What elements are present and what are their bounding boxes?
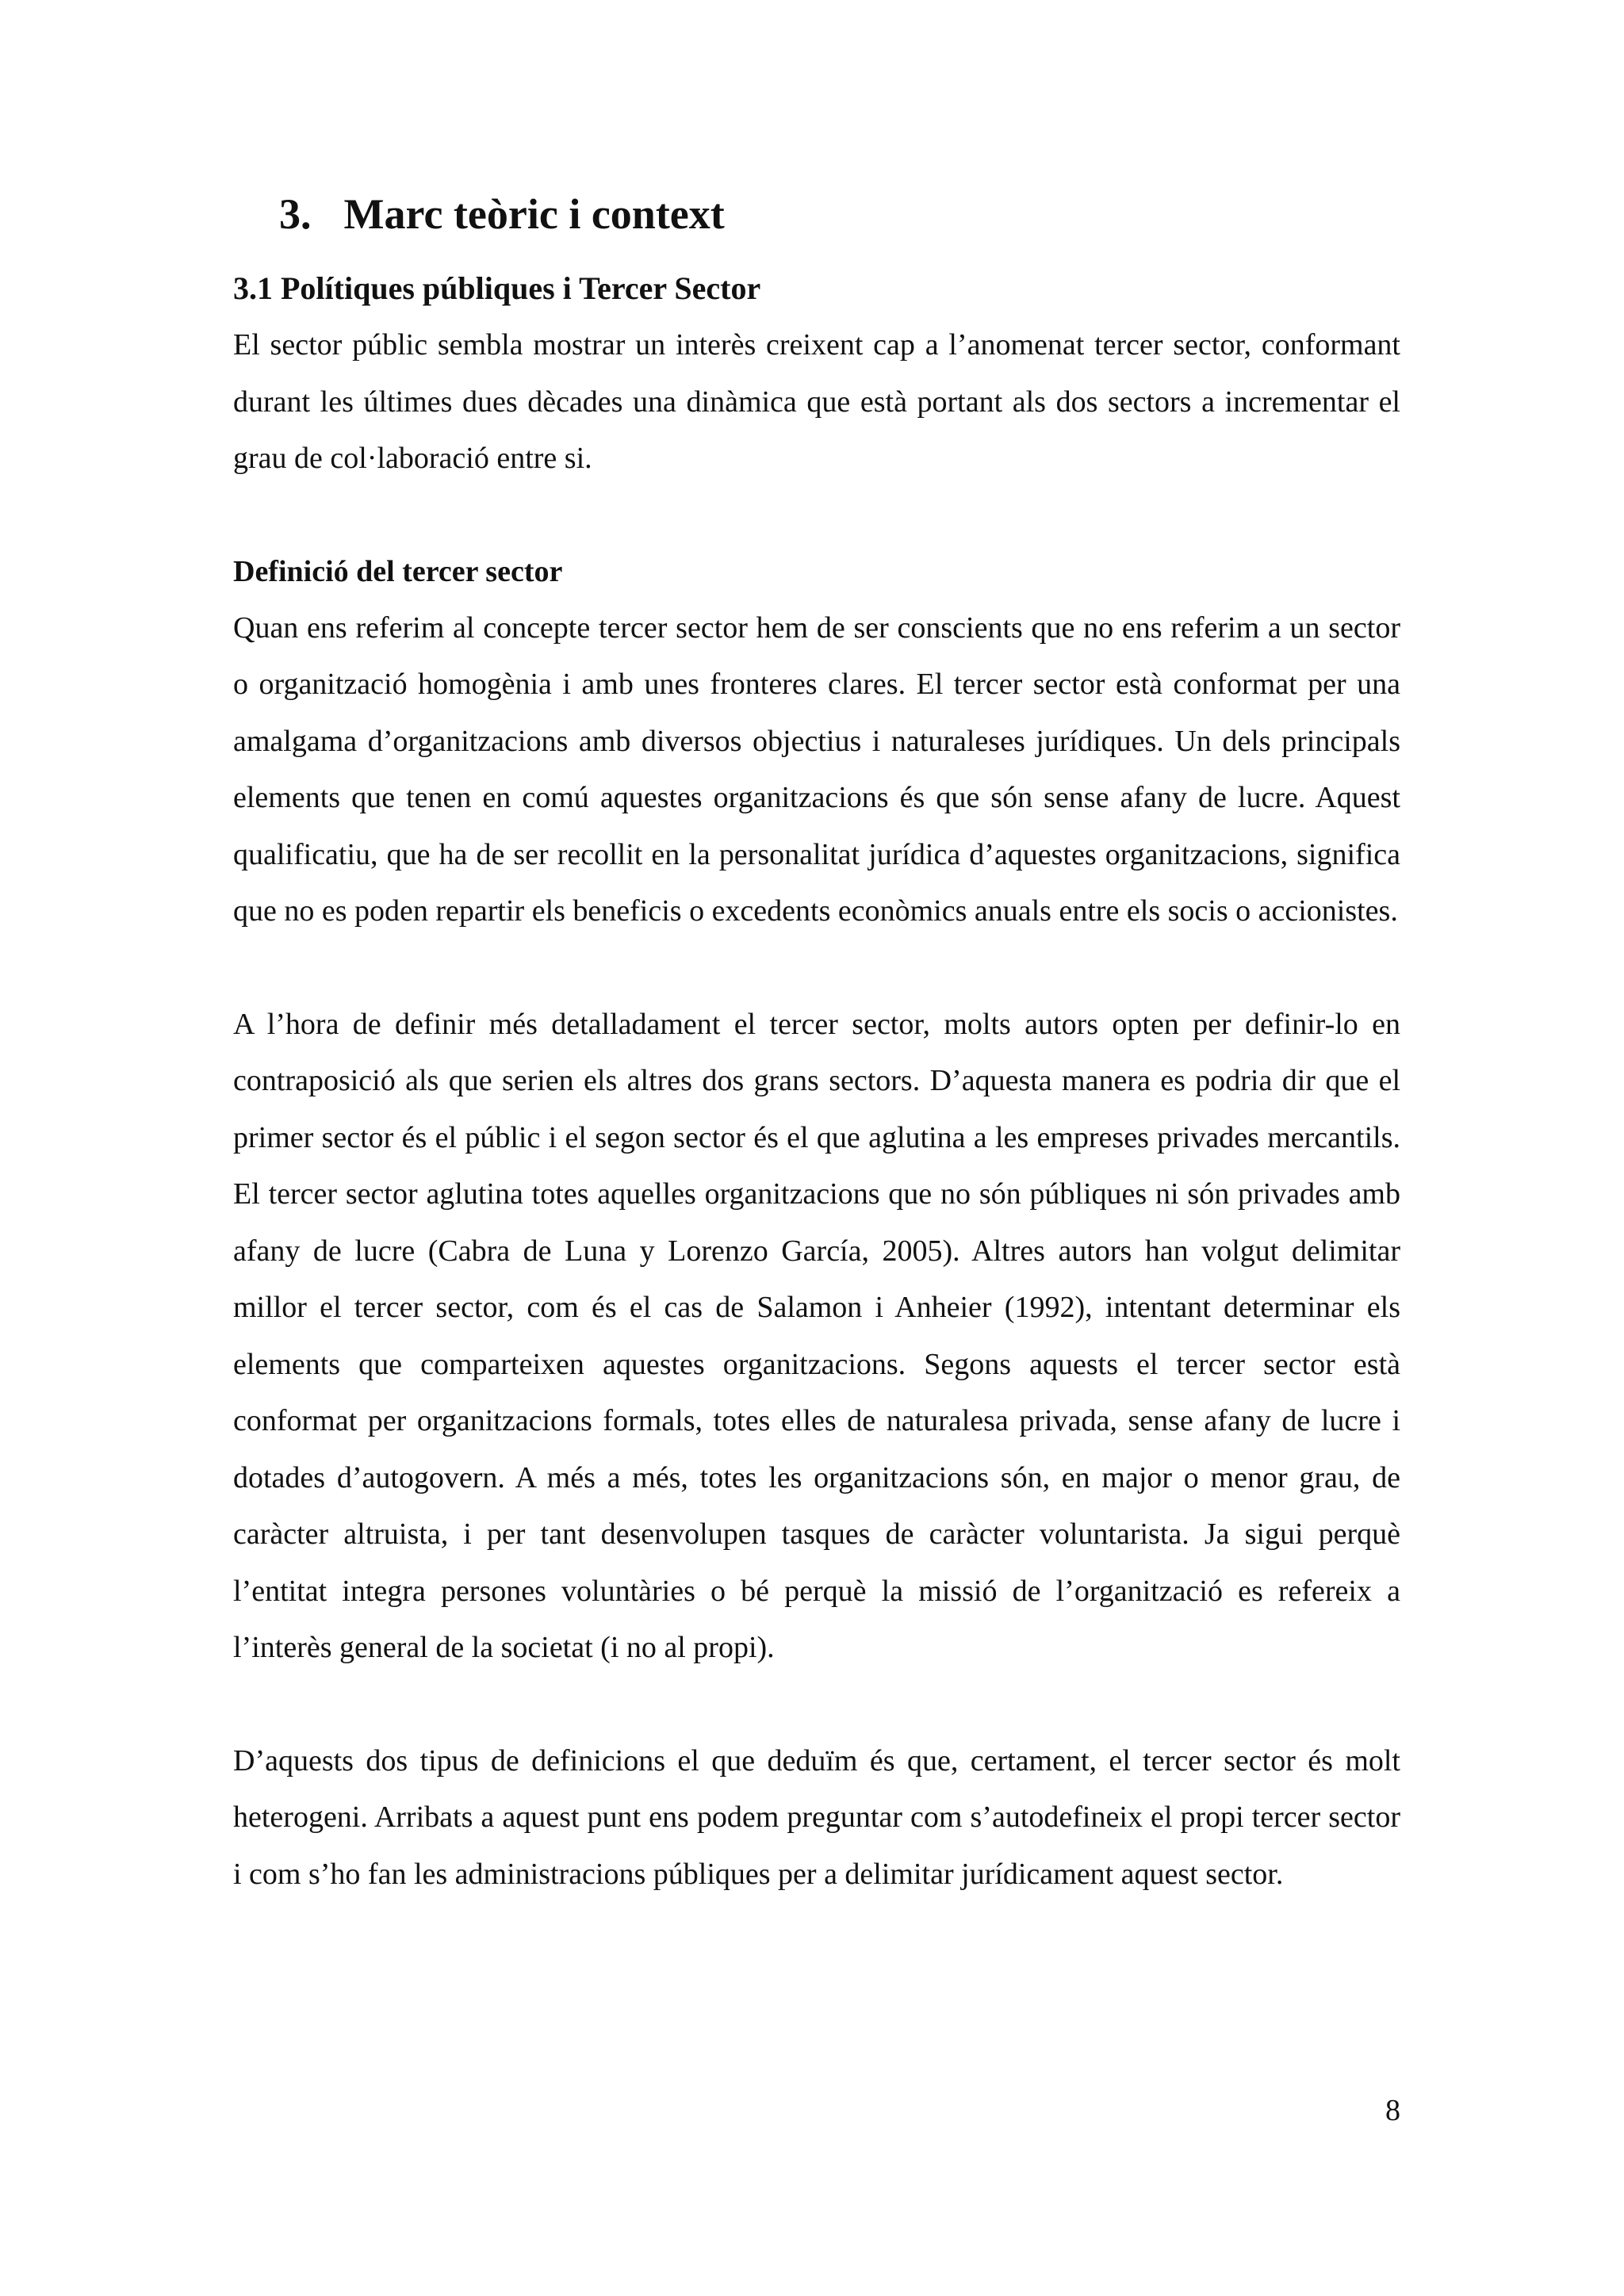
body-paragraph-1: Quan ens referim al concepte tercer sector hem de ser conscients que no ens referim a un sector o organització homogènia i amb unes fronteres clares. El tercer sector està conformat per una amalgama d’organitzacions amb diversos objectius i naturaleses jurídiques. Un dels principals elements que tenen en comú aquestes organitzacions és que són sense afany de lucre. Aquest qualificatiu, que ha de ser recollit en la personalitat jurídica d’aquestes organitzacions, significa que no es poden repartir els beneficis o excedents econòmics anuals entre els socis o accionistes. [233,610,1400,928]
paragraph-spacer [233,940,1400,997]
section-intro-paragraph: El sector públic sembla mostrar un interès creixent cap a l’anomenat tercer sector, conformant durant les últimes dues dècades una dinàmica que està portant als dos sectors a incrementar el grau de col·laboració entre si. [233,328,1400,475]
chapter-title [279,189,725,240]
body-paragraph-2: A l’hora de definir més detalladament el tercer sector, molts autors opten per definir-lo en contraposició als que serien els altres dos grans sectors. D’aquesta manera es podria dir que el primer sector és el públic i el segon sector és el que aglutina a les empreses privades mercantils. El tercer sector aglutina totes aquelles organitzacions que no són públiques ni són privades amb afany de lucre (Cabra de Luna y Lorenzo García, 2005). Altres autors han volgut delimitar millor el tercer sector, com és el cas de Salamon i Anheier (1992), intentant determinar els elements que comparteixen aquestes organitzacions. Segons aquests el tercer sector està conformat per organitzacions formals, totes elles de naturalesa privada, sense afany de lucre i dotades d’autogovern. A més a més, totes les organitzacions són, en major o menor grau, de caràcter altruista, i per tant desenvolupen tasques de caràcter voluntarista. Ja sigui perquè l’entitat integra persones voluntàries o bé perquè la missió de l’organització es refereix a l’interès general de la societat (i no al propi). [233,1007,1400,1664]
page-content [233,268,1400,1903]
subsection-title: Definició del tercer sector [233,554,563,588]
body-paragraph-3: D’aquests dos tipus de definicions el que deduïm és que, certament, el tercer sector és molt heterogeni. Arribats a aquest punt ens podem preguntar com s’autodefineix el propi tercer sector i com s’ho fan les administracions públiques per a delimitar jurídicament aquest sector. [233,1743,1400,1891]
section-title: 3.1 Polítiques públiques i Tercer Sector [233,270,761,306]
chapter-number: 3. [279,190,312,238]
page-number: 8 [1385,2094,1400,2127]
paragraph-spacer [233,488,1400,544]
paragraph-spacer [233,1677,1400,1733]
chapter-title-text: Marc teòric i context [343,190,725,238]
